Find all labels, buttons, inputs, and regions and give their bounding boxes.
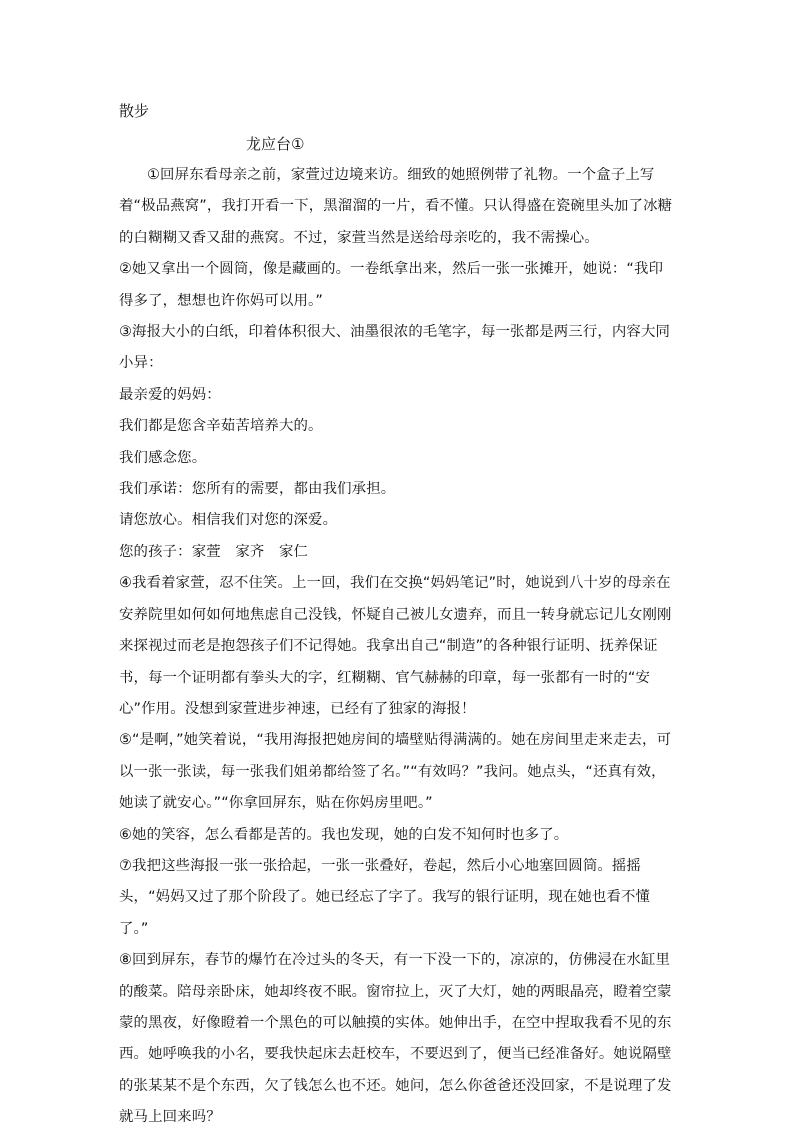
- paragraph-6: ⑥她的笑容，怎么看都是苦的。我也发现，她的白发不知何时也多了。: [119, 826, 569, 843]
- paragraph-2: ②她又拿出一个圆筒，像是藏画的。一卷纸拿出来，然后一张一张摊开，她说：“我印得多了，想想也许你妈可以用。”: [119, 261, 664, 309]
- article-author: 龙应台①: [246, 135, 305, 153]
- poster-salutation: 最亲爱的妈妈：: [119, 386, 221, 403]
- paragraph-7: ⑦我把这些海报一张一张拾起，一张一张叠好，卷起，然后小心地塞回圆筒。摇摇头，“妈妈又过了那个阶段了。她已经忘了字了。我写的银行证明，现在她也看不懂了。”: [119, 857, 651, 937]
- poster-line-2: 我们感念您。: [119, 449, 207, 466]
- paragraph-4: ④我看着家萱，忍不住笑。上一回，我们在交换“妈妈笔记”时，她说到八十岁的母亲在安养院里如何如何地焦虑自己没钱，怀疑自己被儿女遗弃，而且一转身就忘记儿女刚刚来探视过而老是抱怨孩子们不记得她。我拿出自己“制造”的各种银行证明、抚养保证书，每一个证明都有拳头大的字，红糊糊、官气赫赫的印章，每一张都有一时的“安心”作用。没想到家萱进步神速，已经有了独家的海报！: [119, 575, 672, 717]
- paragraph-8: ⑧回到屏东，春节的爆竹在冷过头的冬天，有一下没一下的，凉凉的，仿佛浸在水缸里的酸菜。陪母亲卧床，她却终夜不眠。窗帘拉上，灭了大灯，她的两眼晶亮，瞪着空蒙蒙的黑夜，好像瞪着一个黑色的可以触摸的实体。她伸出手，在空中捏取我看不见的东西。她呼唤我的小名，要我快起床去赶校车，不要迟到了，便当已经准备好。她说隔壁的张某某不是个东西，欠了钱怎么也不还。她问，怎么你爸爸还没回家，不是说理了发就马上回来吗？: [119, 952, 672, 1126]
- poster-line-4: 请您放心。相信我们对您的深爱。: [119, 512, 338, 529]
- poster-line-1: 我们都是您含辛茹苦培养大的。: [119, 418, 323, 435]
- paragraph-3: ③海报大小的白纸，印着体积很大、油墨很浓的毛笔字，每一张都是两三行，内容大同小异：: [119, 324, 671, 372]
- poster-line-3: 我们承诺：您所有的需要，都由我们承担。: [119, 481, 396, 498]
- paragraph-1: ①回屏东看母亲之前，家萱过边境来访。细致的她照例带了礼物。一个盒子上写着“极品燕窝”，我打开看一下，黑溜溜的一片，看不懂。只认得盛在瓷碗里头加了冰糖的白糊糊又香又甜的燕窝。不过，家萱当然是送给母亲吃的，我不需操心。: [119, 167, 673, 246]
- paragraph-5: ⑤“是啊，”她笑着说，“我用海报把她房间的墙壁贴得满满的。她在房间里走来走去，可以一张一张读，每一张我们姐弟都给签了名。”“有效吗？”我问。她点头，“还真有效，她读了就安心。”“你拿回屏东，贴在你妈房里吧。”: [119, 732, 672, 812]
- poster-signature: 您的孩子：家萱 家齐 家仁: [119, 543, 309, 560]
- article-body: [119, 160, 675, 1134]
- article-title: 散步: [119, 102, 150, 120]
